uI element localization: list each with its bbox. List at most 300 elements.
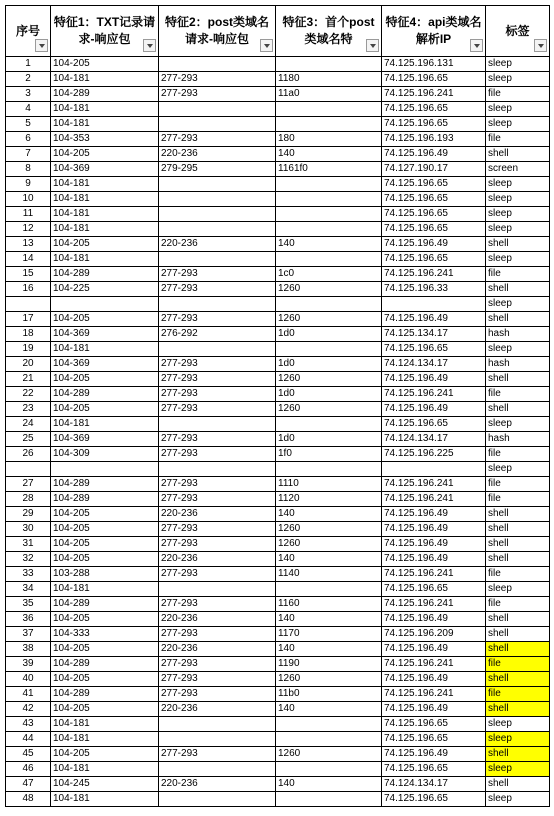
cell-feature1[interactable]: 104-205 <box>51 237 159 252</box>
cell-feature3[interactable] <box>276 732 382 747</box>
cell-feature1[interactable]: 104-289 <box>51 597 159 612</box>
cell-label[interactable]: file <box>486 687 550 702</box>
cell-label[interactable]: file <box>486 387 550 402</box>
cell-feature3[interactable] <box>276 192 382 207</box>
cell-ip[interactable]: 74.125.196.65 <box>382 342 486 357</box>
cell-feature2[interactable]: 277-293 <box>159 672 276 687</box>
cell-feature1[interactable]: 103-288 <box>51 567 159 582</box>
cell-ip[interactable]: 74.125.196.65 <box>382 582 486 597</box>
cell-feature1[interactable]: 104-289 <box>51 657 159 672</box>
cell-ip[interactable]: 74.125.196.65 <box>382 717 486 732</box>
cell-feature2[interactable]: 220-236 <box>159 642 276 657</box>
cell-ip[interactable]: 74.125.196.241 <box>382 87 486 102</box>
cell-feature2[interactable]: 277-293 <box>159 72 276 87</box>
cell-ip[interactable] <box>382 297 486 312</box>
cell-feature1[interactable]: 104-181 <box>51 717 159 732</box>
cell-feature3[interactable] <box>276 462 382 477</box>
cell-feature3[interactable] <box>276 792 382 807</box>
cell-index[interactable]: 26 <box>6 447 51 462</box>
cell-feature3[interactable]: 1260 <box>276 747 382 762</box>
cell-feature1[interactable]: 104-369 <box>51 327 159 342</box>
cell-ip[interactable]: 74.125.196.241 <box>382 477 486 492</box>
cell-feature1[interactable]: 104-205 <box>51 312 159 327</box>
cell-feature2[interactable]: 279-295 <box>159 162 276 177</box>
cell-label[interactable]: sleep <box>486 762 550 777</box>
cell-index[interactable]: 39 <box>6 657 51 672</box>
cell-feature3[interactable]: 140 <box>276 612 382 627</box>
cell-feature2[interactable]: 277-293 <box>159 492 276 507</box>
cell-feature3[interactable] <box>276 222 382 237</box>
cell-feature1[interactable]: 104-181 <box>51 792 159 807</box>
cell-feature1[interactable]: 104-205 <box>51 507 159 522</box>
cell-feature1[interactable]: 104-369 <box>51 432 159 447</box>
cell-label[interactable]: sleep <box>486 297 550 312</box>
cell-index[interactable]: 36 <box>6 612 51 627</box>
cell-feature3[interactable] <box>276 582 382 597</box>
cell-feature3[interactable]: 140 <box>276 552 382 567</box>
cell-feature1[interactable]: 104-205 <box>51 402 159 417</box>
cell-label[interactable]: shell <box>486 642 550 657</box>
cell-feature2[interactable]: 277-293 <box>159 267 276 282</box>
cell-label[interactable]: sleep <box>486 462 550 477</box>
cell-feature3[interactable] <box>276 57 382 72</box>
cell-feature3[interactable]: 1260 <box>276 282 382 297</box>
cell-feature3[interactable]: 180 <box>276 132 382 147</box>
cell-index[interactable]: 44 <box>6 732 51 747</box>
cell-ip[interactable]: 74.125.196.49 <box>382 507 486 522</box>
cell-feature2[interactable] <box>159 762 276 777</box>
cell-feature3[interactable]: 1f0 <box>276 447 382 462</box>
cell-label[interactable]: hash <box>486 432 550 447</box>
cell-index[interactable] <box>6 297 51 312</box>
cell-label[interactable]: shell <box>486 312 550 327</box>
cell-feature3[interactable]: 1260 <box>276 402 382 417</box>
cell-index[interactable]: 9 <box>6 177 51 192</box>
cell-index[interactable]: 31 <box>6 537 51 552</box>
cell-feature2[interactable]: 220-236 <box>159 552 276 567</box>
cell-feature3[interactable] <box>276 177 382 192</box>
cell-feature1[interactable]: 104-309 <box>51 447 159 462</box>
cell-label[interactable]: shell <box>486 372 550 387</box>
cell-feature2[interactable]: 220-236 <box>159 507 276 522</box>
cell-label[interactable]: shell <box>486 612 550 627</box>
cell-ip[interactable]: 74.125.196.65 <box>382 222 486 237</box>
cell-feature2[interactable]: 277-293 <box>159 597 276 612</box>
cell-ip[interactable]: 74.125.196.131 <box>382 57 486 72</box>
cell-ip[interactable]: 74.125.196.65 <box>382 102 486 117</box>
cell-ip[interactable]: 74.125.196.49 <box>382 672 486 687</box>
cell-feature3[interactable]: 11b0 <box>276 687 382 702</box>
cell-label[interactable]: sleep <box>486 717 550 732</box>
cell-feature1[interactable]: 104-205 <box>51 57 159 72</box>
cell-feature3[interactable] <box>276 762 382 777</box>
cell-index[interactable]: 11 <box>6 207 51 222</box>
filter-dropdown-icon[interactable] <box>366 39 379 52</box>
cell-label[interactable]: file <box>486 492 550 507</box>
cell-index[interactable]: 42 <box>6 702 51 717</box>
cell-index[interactable]: 29 <box>6 507 51 522</box>
cell-feature3[interactable]: 1260 <box>276 522 382 537</box>
cell-ip[interactable]: 74.125.196.65 <box>382 417 486 432</box>
cell-feature3[interactable] <box>276 297 382 312</box>
cell-label[interactable]: sleep <box>486 102 550 117</box>
cell-feature3[interactable]: 1190 <box>276 657 382 672</box>
cell-ip[interactable]: 74.124.134.17 <box>382 432 486 447</box>
cell-ip[interactable]: 74.125.196.49 <box>382 312 486 327</box>
cell-label[interactable]: shell <box>486 402 550 417</box>
cell-label[interactable]: file <box>486 597 550 612</box>
cell-feature2[interactable]: 277-293 <box>159 477 276 492</box>
cell-ip[interactable]: 74.125.196.241 <box>382 597 486 612</box>
cell-ip[interactable] <box>382 462 486 477</box>
cell-ip[interactable]: 74.125.196.65 <box>382 252 486 267</box>
cell-ip[interactable]: 74.125.196.225 <box>382 447 486 462</box>
cell-feature2[interactable]: 277-293 <box>159 657 276 672</box>
cell-feature2[interactable] <box>159 792 276 807</box>
cell-label[interactable]: sleep <box>486 732 550 747</box>
cell-feature3[interactable] <box>276 342 382 357</box>
cell-ip[interactable]: 74.125.196.65 <box>382 192 486 207</box>
cell-ip[interactable]: 74.125.196.49 <box>382 747 486 762</box>
cell-index[interactable]: 34 <box>6 582 51 597</box>
cell-index[interactable]: 46 <box>6 762 51 777</box>
cell-index[interactable]: 40 <box>6 672 51 687</box>
cell-ip[interactable]: 74.125.196.49 <box>382 642 486 657</box>
cell-ip[interactable]: 74.125.196.49 <box>382 372 486 387</box>
cell-feature3[interactable]: 1d0 <box>276 357 382 372</box>
cell-label[interactable]: shell <box>486 777 550 792</box>
cell-feature3[interactable]: 1170 <box>276 627 382 642</box>
cell-feature2[interactable] <box>159 417 276 432</box>
cell-label[interactable]: shell <box>486 237 550 252</box>
cell-label[interactable]: sleep <box>486 417 550 432</box>
cell-feature1[interactable]: 104-369 <box>51 162 159 177</box>
cell-feature2[interactable]: 277-293 <box>159 567 276 582</box>
cell-feature3[interactable]: 1260 <box>276 537 382 552</box>
cell-label[interactable]: shell <box>486 747 550 762</box>
cell-feature1[interactable]: 104-289 <box>51 87 159 102</box>
cell-label[interactable]: file <box>486 132 550 147</box>
cell-index[interactable]: 25 <box>6 432 51 447</box>
cell-feature2[interactable]: 277-293 <box>159 132 276 147</box>
cell-feature2[interactable]: 220-236 <box>159 702 276 717</box>
cell-feature1[interactable]: 104-225 <box>51 282 159 297</box>
filter-dropdown-icon[interactable] <box>260 39 273 52</box>
filter-dropdown-icon[interactable] <box>143 39 156 52</box>
cell-label[interactable]: shell <box>486 507 550 522</box>
cell-feature1[interactable]: 104-289 <box>51 267 159 282</box>
cell-index[interactable]: 2 <box>6 72 51 87</box>
cell-index[interactable]: 5 <box>6 117 51 132</box>
cell-index[interactable]: 47 <box>6 777 51 792</box>
cell-index[interactable]: 18 <box>6 327 51 342</box>
cell-ip[interactable]: 74.125.196.209 <box>382 627 486 642</box>
cell-feature1[interactable]: 104-181 <box>51 102 159 117</box>
cell-index[interactable]: 10 <box>6 192 51 207</box>
cell-index[interactable]: 37 <box>6 627 51 642</box>
cell-index[interactable]: 23 <box>6 402 51 417</box>
cell-label[interactable]: sleep <box>486 57 550 72</box>
cell-label[interactable]: shell <box>486 522 550 537</box>
cell-feature1[interactable]: 104-289 <box>51 477 159 492</box>
cell-index[interactable]: 33 <box>6 567 51 582</box>
cell-feature2[interactable]: 277-293 <box>159 357 276 372</box>
cell-ip[interactable]: 74.125.196.49 <box>382 552 486 567</box>
cell-feature2[interactable] <box>159 192 276 207</box>
cell-ip[interactable]: 74.125.196.241 <box>382 492 486 507</box>
filter-dropdown-icon[interactable] <box>470 39 483 52</box>
cell-label[interactable]: sleep <box>486 207 550 222</box>
cell-feature1[interactable]: 104-181 <box>51 177 159 192</box>
cell-label[interactable]: shell <box>486 282 550 297</box>
cell-feature2[interactable]: 277-293 <box>159 372 276 387</box>
cell-feature1[interactable]: 104-181 <box>51 222 159 237</box>
cell-feature1[interactable]: 104-205 <box>51 672 159 687</box>
cell-feature1[interactable]: 104-205 <box>51 537 159 552</box>
cell-feature2[interactable]: 277-293 <box>159 402 276 417</box>
cell-ip[interactable]: 74.125.196.33 <box>382 282 486 297</box>
cell-feature1[interactable]: 104-181 <box>51 342 159 357</box>
cell-feature1[interactable]: 104-181 <box>51 117 159 132</box>
cell-feature3[interactable]: 1120 <box>276 492 382 507</box>
cell-feature1[interactable]: 104-181 <box>51 582 159 597</box>
cell-label[interactable]: sleep <box>486 222 550 237</box>
cell-label[interactable]: screen <box>486 162 550 177</box>
cell-index[interactable]: 21 <box>6 372 51 387</box>
cell-label[interactable]: sleep <box>486 117 550 132</box>
cell-feature1[interactable]: 104-205 <box>51 522 159 537</box>
cell-feature1[interactable]: 104-181 <box>51 252 159 267</box>
cell-feature2[interactable] <box>159 297 276 312</box>
cell-feature1[interactable]: 104-205 <box>51 642 159 657</box>
cell-label[interactable]: shell <box>486 552 550 567</box>
cell-feature3[interactable]: 140 <box>276 507 382 522</box>
cell-feature2[interactable] <box>159 582 276 597</box>
cell-ip[interactable]: 74.125.196.65 <box>382 117 486 132</box>
cell-label[interactable]: file <box>486 87 550 102</box>
cell-label[interactable]: sleep <box>486 192 550 207</box>
cell-feature1[interactable]: 104-181 <box>51 207 159 222</box>
cell-feature3[interactable]: 1161f0 <box>276 162 382 177</box>
cell-ip[interactable]: 74.125.196.193 <box>382 132 486 147</box>
cell-feature3[interactable]: 140 <box>276 702 382 717</box>
cell-index[interactable]: 13 <box>6 237 51 252</box>
cell-index[interactable] <box>6 462 51 477</box>
cell-feature3[interactable]: 1260 <box>276 372 382 387</box>
cell-feature1[interactable]: 104-245 <box>51 777 159 792</box>
cell-ip[interactable]: 74.125.196.49 <box>382 702 486 717</box>
cell-ip[interactable]: 74.125.196.241 <box>382 567 486 582</box>
cell-feature2[interactable]: 220-236 <box>159 612 276 627</box>
cell-feature2[interactable]: 277-293 <box>159 312 276 327</box>
cell-feature3[interactable]: 140 <box>276 237 382 252</box>
cell-index[interactable]: 3 <box>6 87 51 102</box>
cell-feature1[interactable]: 104-205 <box>51 147 159 162</box>
cell-feature3[interactable] <box>276 117 382 132</box>
cell-index[interactable]: 12 <box>6 222 51 237</box>
cell-ip[interactable]: 74.125.196.241 <box>382 657 486 672</box>
cell-label[interactable]: shell <box>486 537 550 552</box>
cell-label[interactable]: hash <box>486 327 550 342</box>
cell-feature3[interactable]: 1260 <box>276 312 382 327</box>
cell-ip[interactable]: 74.125.196.49 <box>382 147 486 162</box>
cell-feature1[interactable]: 104-369 <box>51 357 159 372</box>
cell-index[interactable]: 24 <box>6 417 51 432</box>
cell-ip[interactable]: 74.125.196.65 <box>382 177 486 192</box>
cell-index[interactable]: 6 <box>6 132 51 147</box>
filter-dropdown-icon[interactable] <box>534 39 547 52</box>
cell-feature3[interactable]: 1d0 <box>276 327 382 342</box>
cell-feature2[interactable]: 277-293 <box>159 537 276 552</box>
cell-feature1[interactable]: 104-181 <box>51 732 159 747</box>
cell-ip[interactable]: 74.125.196.49 <box>382 402 486 417</box>
cell-feature3[interactable]: 140 <box>276 642 382 657</box>
cell-feature3[interactable]: 1d0 <box>276 432 382 447</box>
cell-ip[interactable]: 74.125.196.65 <box>382 72 486 87</box>
cell-feature1[interactable]: 104-181 <box>51 417 159 432</box>
cell-index[interactable]: 41 <box>6 687 51 702</box>
cell-feature2[interactable]: 277-293 <box>159 747 276 762</box>
cell-feature2[interactable]: 220-236 <box>159 147 276 162</box>
cell-ip[interactable]: 74.125.196.241 <box>382 267 486 282</box>
cell-feature3[interactable]: 1140 <box>276 567 382 582</box>
cell-feature3[interactable] <box>276 717 382 732</box>
cell-index[interactable]: 4 <box>6 102 51 117</box>
cell-label[interactable]: file <box>486 267 550 282</box>
cell-index[interactable]: 27 <box>6 477 51 492</box>
cell-feature2[interactable] <box>159 222 276 237</box>
cell-label[interactable]: file <box>486 447 550 462</box>
cell-ip[interactable]: 74.125.134.17 <box>382 327 486 342</box>
cell-index[interactable]: 8 <box>6 162 51 177</box>
cell-label[interactable]: shell <box>486 702 550 717</box>
cell-label[interactable]: sleep <box>486 582 550 597</box>
cell-ip[interactable]: 74.125.196.49 <box>382 612 486 627</box>
cell-index[interactable]: 17 <box>6 312 51 327</box>
cell-feature3[interactable] <box>276 207 382 222</box>
cell-feature1[interactable] <box>51 462 159 477</box>
cell-feature3[interactable]: 140 <box>276 777 382 792</box>
cell-index[interactable]: 15 <box>6 267 51 282</box>
cell-feature2[interactable] <box>159 732 276 747</box>
cell-feature1[interactable]: 104-205 <box>51 552 159 567</box>
cell-feature2[interactable] <box>159 717 276 732</box>
cell-feature3[interactable]: 1110 <box>276 477 382 492</box>
cell-feature2[interactable] <box>159 177 276 192</box>
cell-feature3[interactable] <box>276 252 382 267</box>
cell-label[interactable]: file <box>486 657 550 672</box>
cell-feature2[interactable]: 277-293 <box>159 282 276 297</box>
filter-dropdown-icon[interactable] <box>35 39 48 52</box>
cell-index[interactable]: 32 <box>6 552 51 567</box>
cell-feature1[interactable]: 104-289 <box>51 387 159 402</box>
cell-index[interactable]: 38 <box>6 642 51 657</box>
cell-label[interactable]: file <box>486 567 550 582</box>
cell-index[interactable]: 35 <box>6 597 51 612</box>
cell-feature2[interactable] <box>159 102 276 117</box>
cell-ip[interactable]: 74.125.196.49 <box>382 537 486 552</box>
cell-feature2[interactable] <box>159 252 276 267</box>
cell-feature3[interactable]: 1160 <box>276 597 382 612</box>
cell-index[interactable]: 19 <box>6 342 51 357</box>
cell-feature2[interactable] <box>159 207 276 222</box>
cell-label[interactable]: sleep <box>486 342 550 357</box>
cell-index[interactable]: 48 <box>6 792 51 807</box>
cell-feature3[interactable]: 1260 <box>276 672 382 687</box>
cell-ip[interactable]: 74.125.196.65 <box>382 792 486 807</box>
cell-ip[interactable]: 74.124.134.17 <box>382 357 486 372</box>
cell-feature1[interactable]: 104-289 <box>51 492 159 507</box>
cell-feature1[interactable]: 104-181 <box>51 762 159 777</box>
cell-feature2[interactable]: 277-293 <box>159 447 276 462</box>
cell-feature3[interactable] <box>276 417 382 432</box>
cell-feature3[interactable]: 1c0 <box>276 267 382 282</box>
cell-label[interactable]: hash <box>486 357 550 372</box>
cell-feature1[interactable]: 104-205 <box>51 747 159 762</box>
cell-feature2[interactable]: 277-293 <box>159 522 276 537</box>
cell-label[interactable]: file <box>486 477 550 492</box>
cell-label[interactable]: sleep <box>486 177 550 192</box>
cell-index[interactable]: 45 <box>6 747 51 762</box>
cell-feature2[interactable]: 277-293 <box>159 387 276 402</box>
cell-feature3[interactable]: 11a0 <box>276 87 382 102</box>
cell-feature1[interactable] <box>51 297 159 312</box>
cell-label[interactable]: sleep <box>486 252 550 267</box>
cell-index[interactable]: 22 <box>6 387 51 402</box>
cell-feature2[interactable]: 276-292 <box>159 327 276 342</box>
cell-index[interactable]: 20 <box>6 357 51 372</box>
cell-ip[interactable]: 74.125.196.241 <box>382 387 486 402</box>
cell-index[interactable]: 1 <box>6 57 51 72</box>
cell-feature3[interactable] <box>276 102 382 117</box>
cell-feature1[interactable]: 104-181 <box>51 192 159 207</box>
cell-index[interactable]: 28 <box>6 492 51 507</box>
cell-label[interactable]: shell <box>486 672 550 687</box>
cell-ip[interactable]: 74.125.196.65 <box>382 732 486 747</box>
cell-label[interactable]: shell <box>486 147 550 162</box>
cell-ip[interactable]: 74.125.196.49 <box>382 522 486 537</box>
cell-label[interactable]: sleep <box>486 792 550 807</box>
cell-feature2[interactable] <box>159 117 276 132</box>
cell-index[interactable]: 16 <box>6 282 51 297</box>
cell-ip[interactable]: 74.125.196.241 <box>382 687 486 702</box>
cell-feature1[interactable]: 104-205 <box>51 702 159 717</box>
cell-ip[interactable]: 74.127.190.17 <box>382 162 486 177</box>
cell-index[interactable]: 7 <box>6 147 51 162</box>
cell-feature1[interactable]: 104-289 <box>51 687 159 702</box>
cell-feature3[interactable]: 140 <box>276 147 382 162</box>
cell-feature1[interactable]: 104-205 <box>51 612 159 627</box>
cell-feature2[interactable]: 277-293 <box>159 432 276 447</box>
cell-feature2[interactable] <box>159 342 276 357</box>
cell-feature1[interactable]: 104-333 <box>51 627 159 642</box>
cell-ip[interactable]: 74.125.196.49 <box>382 237 486 252</box>
cell-feature2[interactable]: 277-293 <box>159 627 276 642</box>
cell-feature1[interactable]: 104-181 <box>51 72 159 87</box>
cell-ip[interactable]: 74.125.196.65 <box>382 207 486 222</box>
cell-feature1[interactable]: 104-205 <box>51 372 159 387</box>
cell-index[interactable]: 14 <box>6 252 51 267</box>
cell-label[interactable]: sleep <box>486 72 550 87</box>
cell-feature3[interactable]: 1180 <box>276 72 382 87</box>
cell-index[interactable]: 43 <box>6 717 51 732</box>
cell-feature3[interactable]: 1d0 <box>276 387 382 402</box>
cell-feature2[interactable]: 277-293 <box>159 687 276 702</box>
cell-ip[interactable]: 74.124.134.17 <box>382 777 486 792</box>
cell-feature2[interactable] <box>159 462 276 477</box>
cell-label[interactable]: shell <box>486 627 550 642</box>
cell-index[interactable]: 30 <box>6 522 51 537</box>
